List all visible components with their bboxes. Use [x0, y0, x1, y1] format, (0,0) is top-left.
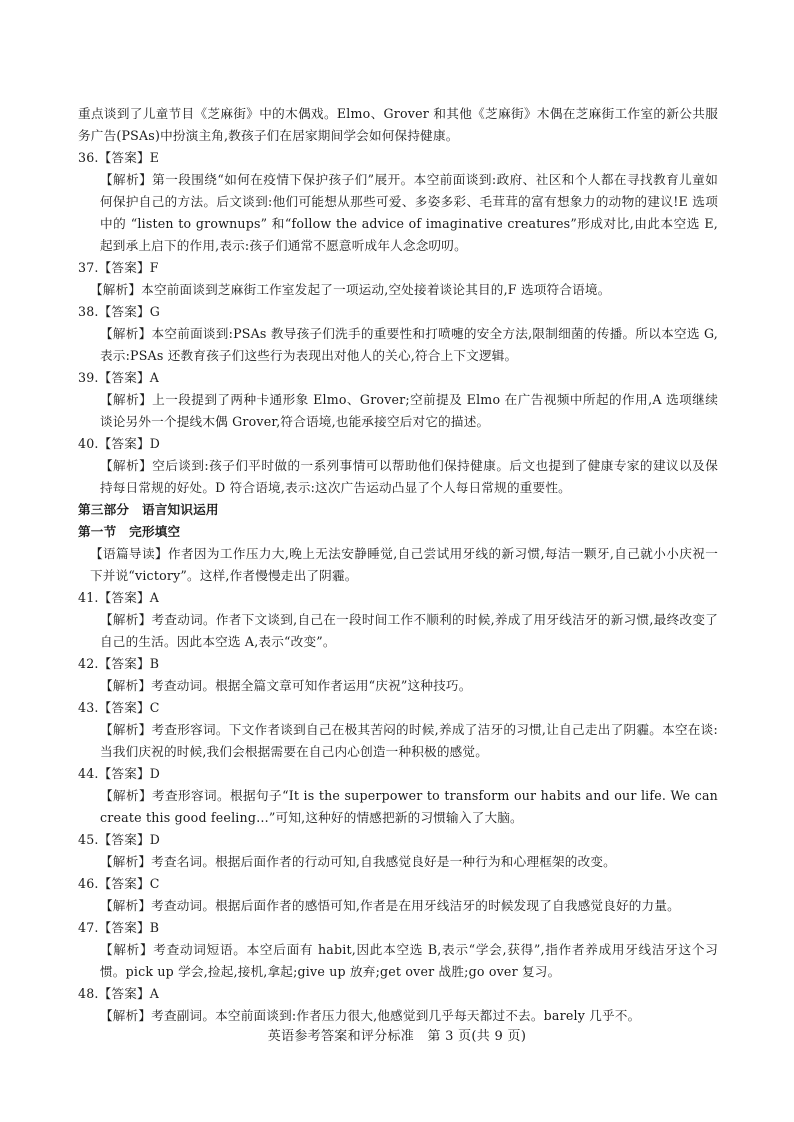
explanation-paragraph: 【解析】上一段提到了两种卡通形象 Elmo、Grover;空前提及 Elmo 在广告视频中所起的作用,A 选项继续谈论另外一个提线木偶 Grover,符合语境,也能承接空后对它的描述。	[100, 392, 718, 429]
continued-paragraph: 重点谈到了儿童节目《芝麻街》中的木偶戏。Elmo、Grover 和其他《芝麻街》木偶在芝麻街工作室的新公共服务广告(PSAs)中扮演主角,教孩子们在居家期间学会如何保持健康。	[78, 106, 718, 143]
section-heading: 第一节 完形填空	[78, 524, 181, 539]
explanation-paragraph: 【解析】考查动词。根据后面作者的感悟可知,作者是在用牙线洁牙的时候发现了自我感觉良好的力量。	[100, 898, 680, 913]
section-title: 第三部分 语言知识运用	[78, 502, 219, 517]
answer-line: 48.【答案】A	[78, 986, 160, 1001]
explanation-paragraph: 【语篇导读】作者因为工作压力大,晚上无法安静睡觉,自己尝试用牙线的新习惯,每洁一颗牙,自己就小小庆祝一下并说“victory”。这样,作者慢慢走出了阴霾。	[90, 546, 718, 583]
explanation-paragraph: 【解析】空后谈到:孩子们平时做的一系列事情可以帮助他们保持健康。后文也提到了健康专家的建议以及保持每日常规的好处。D 符合语境,表示:这次广告运动凸显了个人每日常规的重要性。	[100, 458, 718, 495]
answer-line: 47.【答案】B	[78, 920, 160, 935]
explanation-paragraph: 【解析】考查名词。根据后面作者的行动可知,自我感觉良好是一种行为和心理框架的改变。	[100, 854, 616, 869]
answer-line: 37.【答案】F	[78, 260, 159, 275]
answer-line: 40.【答案】D	[78, 436, 161, 451]
explanation-paragraph: 【解析】考查动词。根据全篇文章可知作者运用“庆祝”这种技巧。	[100, 678, 472, 693]
answer-line: 39.【答案】A	[78, 370, 160, 385]
answer-line: 38.【答案】G	[78, 304, 161, 319]
explanation-paragraph: 【解析】本空前面谈到芝麻街工作室发起了一项运动,空处接着谈论其目的,F 选项符合语境。	[90, 282, 611, 297]
answer-line: 44.【答案】D	[78, 766, 161, 781]
answer-line: 42.【答案】B	[78, 656, 160, 671]
explanation-paragraph: 【解析】考查动词。作者下文谈到,自己在一段时间工作不顺利的时候,养成了用牙线洁牙的新习惯,最终改变了自己的生活。因此本空选 A,表示“改变”。	[100, 612, 718, 649]
answer-line: 45.【答案】D	[78, 832, 161, 847]
page-content	[78, 103, 718, 1027]
explanation-paragraph: 【解析】考查形容词。根据句子“It is the superpower to transform our habits and our life. We can create this good feeling…”可知,这种好的情感把新的习惯输入了大脑。	[100, 788, 718, 825]
explanation-paragraph: 【解析】本空前面谈到:PSAs 教导孩子们洗手的重要性和打喷嚏的安全方法,限制细菌的传播。所以本空选 G,表示:PSAs 还教育孩子们这些行为表现出对他人的关心,符合上下文逻辑。	[100, 326, 718, 363]
answer-line: 36.【答案】E	[78, 150, 160, 165]
page-footer: 英语参考答案和评分标准 第 3 页(共 9 页)	[267, 1029, 527, 1044]
explanation-paragraph: 【解析】考查形容词。下文作者谈到自己在极其苦闷的时候,养成了洁牙的习惯,让自己走出了阴霾。本空在谈:当我们庆祝的时候,我们会根据需要在自己内心创造一种积极的感觉。	[100, 722, 718, 759]
explanation-paragraph: 【解析】考查动词短语。本空后面有 habit,因此本空选 B,表示“学会,获得”,指作者养成用牙线洁牙这个习惯。pick up 学会,捡起,接机,拿起;give up 放弃;get over 战胜;go over 复习。	[100, 942, 718, 979]
answer-line: 46.【答案】C	[78, 876, 160, 891]
answer-line: 43.【答案】C	[78, 700, 160, 715]
answer-line: 41.【答案】A	[78, 590, 160, 605]
explanation-paragraph: 【解析】考查副词。本空前面谈到:作者压力很大,他感觉到几乎每天都过不去。barely 几乎不。	[100, 1008, 641, 1023]
explanation-paragraph: 【解析】第一段围绕“如何在疫情下保护孩子们”展开。本空前面谈到:政府、社区和个人都在寻找教育儿童如何保护自己的方法。后文谈到:他们可能想从那些可爱、多姿多彩、毛茸茸的富有想象力的动物的建议!E 选项中的 “listen to grownups” 和“follow the advice of imaginative creatures”形成对比,由此本空选 E,起到承上启下的作用,表示:孩子们通常不愿意听成年人念念叨叨。	[100, 172, 718, 253]
